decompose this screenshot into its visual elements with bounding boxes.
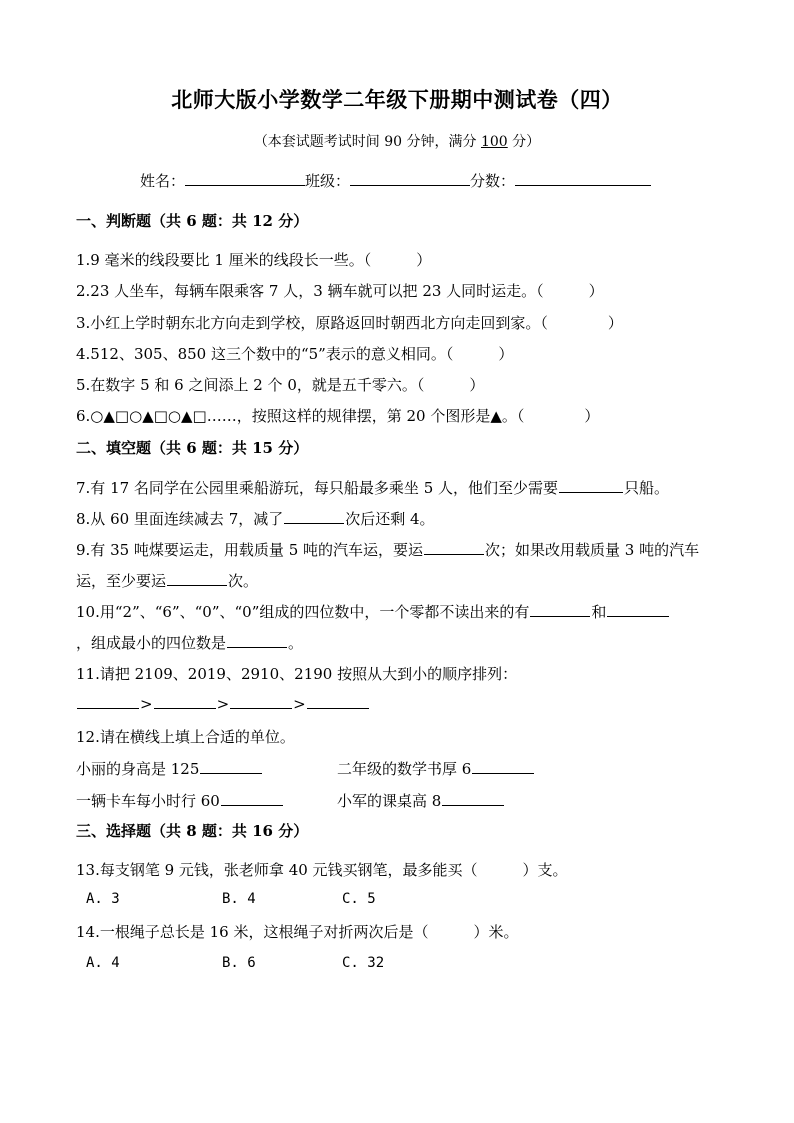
name-blank[interactable] (185, 170, 305, 186)
question-10-cont (76, 632, 303, 653)
answer-blank[interactable] (77, 694, 139, 709)
question-8-text: 8.从 60 里面连续减去 7，减了 (76, 510, 284, 528)
student-info-row (140, 170, 651, 191)
question-9-tail: 次。 (228, 572, 259, 590)
name-label: 姓名： (140, 172, 186, 190)
question-7-text: 7.有 17 名同学在公园里乘船游玩，每只船最多乘坐 5 人，他们至少需要 (76, 479, 559, 497)
question-12-a (76, 758, 263, 779)
question-12-c-text: 一辆卡车每小时行 60 (76, 792, 220, 810)
exam-subtitle (0, 131, 794, 151)
question-8 (76, 508, 435, 529)
greater-than-sign: > (293, 695, 306, 713)
question-12-d-text: 小军的课桌高 8 (337, 792, 442, 810)
answer-blank[interactable] (530, 602, 590, 617)
answer-blank[interactable] (154, 694, 216, 709)
option-b[interactable]: B. 6 (222, 955, 256, 971)
option-c[interactable]: C. 32 (342, 955, 385, 971)
subtitle-prefix: （本套试题考试时间 90 分钟，满分 (253, 134, 481, 150)
subtitle-suffix: 分） (507, 134, 541, 150)
question-12-b (337, 758, 535, 779)
class-blank[interactable] (350, 170, 470, 186)
section-fill-heading: 二、填空题（共 6 题：共 15 分） (76, 439, 309, 457)
answer-blank[interactable] (284, 509, 344, 524)
answer-blank[interactable] (424, 540, 484, 555)
section-choice-heading: 三、选择题（共 8 题：共 16 分） (76, 822, 309, 840)
answer-blank[interactable] (559, 478, 623, 493)
question-13: 13.每支钢笔 9 元钱，张老师拿 40 元钱买钢笔，最多能买（ ）支。 (76, 861, 568, 879)
question-1: 1.9 毫米的线段要比 1 厘米的线段长一些。（ ） (76, 251, 432, 269)
question-9-text: 9.有 35 吨煤要运走，用载质量 5 吨的汽车运，要运 (76, 541, 424, 559)
greater-than-sign: > (140, 695, 153, 713)
answer-blank[interactable] (442, 791, 504, 806)
full-score: 100 (480, 134, 508, 150)
question-11-answer-row (76, 694, 370, 713)
answer-blank[interactable] (307, 694, 369, 709)
question-5: 5.在数字 5 和 6 之间添上 2 个 0，就是五千零六。（ ） (76, 376, 485, 394)
option-b[interactable]: B. 4 (222, 891, 256, 907)
question-12-b-text: 二年级的数学书厚 6 (337, 760, 472, 778)
answer-blank[interactable] (221, 791, 283, 806)
question-11: 11.请把 2109、2019、2910、2190 按照从大到小的顺序排列： (76, 665, 518, 683)
question-6: 6.○▲□○▲□○▲□……，按照这样的规律摆，第 20 个图形是▲。（ ） (76, 407, 600, 425)
score-label: 分数： (470, 172, 516, 190)
answer-blank[interactable] (200, 759, 262, 774)
question-12: 12.请在横线上填上合适的单位。 (76, 728, 295, 746)
greater-than-sign: > (216, 695, 230, 713)
question-10 (76, 601, 670, 622)
question-9-cont-text: 运，至少要运 (76, 572, 167, 590)
question-10-text: 10.用“2”、“6”、“0”、“0”组成的四位数中，一个零都不读出来的有 (76, 603, 530, 621)
question-4: 4.512、305、850 这三个数中的“5”表示的意义相同。（ ） (76, 345, 514, 363)
answer-blank[interactable] (230, 694, 292, 709)
answer-blank[interactable] (472, 759, 534, 774)
question-10-and: 和 (591, 603, 607, 621)
question-8-tail: 次后还剩 4。 (345, 510, 435, 528)
score-blank[interactable] (515, 170, 651, 186)
option-a[interactable]: A. 4 (86, 955, 120, 971)
question-9-cont (76, 570, 258, 591)
question-12-c (76, 790, 284, 811)
question-12-d (337, 790, 505, 811)
answer-blank[interactable] (227, 633, 287, 648)
question-9 (76, 539, 699, 560)
question-10-cont-text: ，组成最小的四位数是 (76, 634, 227, 652)
question-2: 2.23 人坐车，每辆车限乘客 7 人，3 辆车就可以把 23 人同时运走。（ ） (76, 282, 604, 300)
section-judgement-heading: 一、判断题（共 6 题：共 12 分） (76, 212, 309, 230)
question-7 (76, 477, 669, 498)
question-14: 14.一根绳子总长是 16 米，这根绳子对折两次后是（ ）米。 (76, 923, 519, 941)
answer-blank[interactable] (167, 571, 227, 586)
question-9-middle: 次；如果改用载质量 3 吨的汽车 (485, 541, 700, 559)
question-12-a-text: 小丽的身高是 125 (76, 760, 200, 778)
class-label: 班级： (305, 172, 351, 190)
question-10-tail: 。 (288, 634, 304, 652)
question-7-tail: 只船。 (624, 479, 670, 497)
question-3: 3.小红上学时朝东北方向走到学校，原路返回时朝西北方向走回到家。（ ） (76, 314, 623, 332)
option-c[interactable]: C. 5 (342, 891, 376, 907)
option-a[interactable]: A. 3 (86, 891, 120, 907)
answer-blank[interactable] (607, 602, 669, 617)
exam-title: 北师大版小学数学二年级下册期中测试卷（四） (171, 87, 623, 112)
